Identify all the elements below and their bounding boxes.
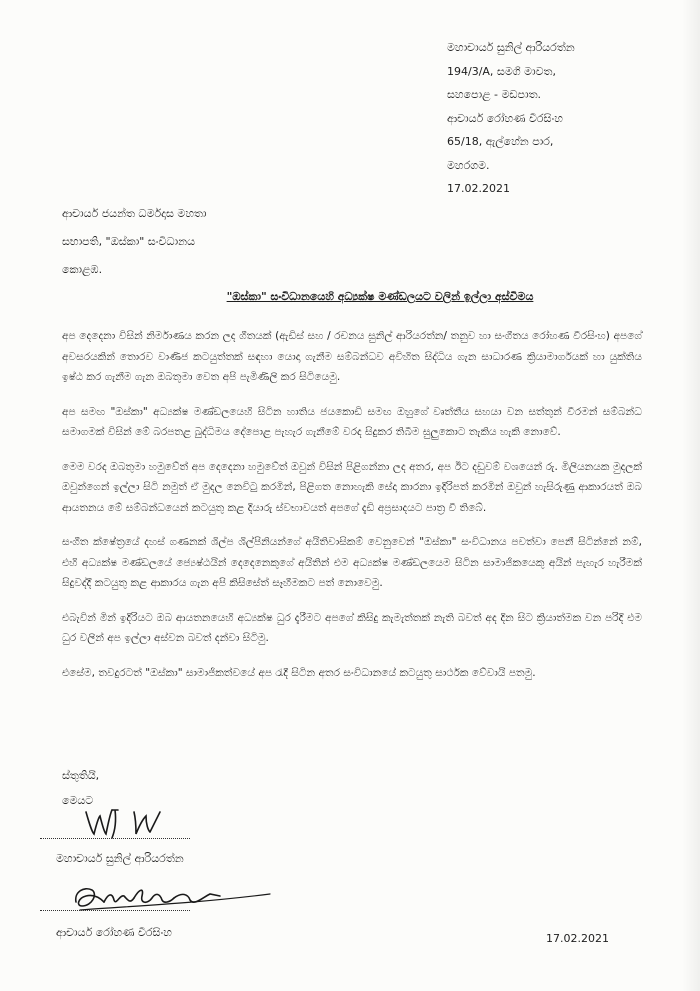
recipient-name: ආචාර්ය ජයන්ත ධර්මදාස මහතා [62,207,207,220]
sender-address-line: සහපොළ - මඩපාත. [447,88,542,101]
body-paragraph: මෙම වරද ඔබතුමා හමුවේත් අප දෙදෙනා හමුවේත් ඔවුන් විසින් පිළිගන්නා ලද අතර, අප ඊට දඩුවම් වශයෙන් රු. මිලියනයක මුදලක් ඔවුන්ගෙන් ඉල්ලා සිටි නමුත් ඒ මුදල නෙවිටු කරමින්, පිළිගත නොහැකි සේදා කාරනා ඉදිරිපත් කරමින් ඔවුන් හැසිරුණු ආකාරයත් ඔබ ආයතනය මේ සම්බන්ධයෙන් කටයුතු කළ දියාරු ස්වභාවයත් අපගේ දැඩි අප්‍රසාදයට පාත්‍ර වී තිබේ. [62,460,642,514]
letter-subject: "ඔස්කා" සංවිධානයෙහි අධ්‍යක්ෂ මණ්ඩලයට වලින් ඉල්ලා අස්වීමය [226,290,534,303]
recipient-title: සභාපති, "ඔස්කා" සංවිධානය [62,235,196,248]
page-edge-shadow [682,0,700,991]
sender-address-line: 194/3/A, සමගි මාවත, [447,64,556,78]
closing-word: මෙයට [62,794,94,807]
signature-1-line [40,838,190,839]
letter-body [62,326,642,697]
letter-date: 17.02.2021 [447,182,510,195]
body-paragraph: එබැවින් මින් ඉදිරියට ඔබ ආයතනයෙහි අධ්‍යක්ෂ ධුර දැරීමට අපගේ කිසිදු කැමැත්තක් නැති බවත් අද දින සිට ක්‍රියාත්මක වන පරිදි එම ධුර වලින් අප ඉල්ලා අස්වන බවත් දන්වා සිටිමු. [62,611,642,644]
body-paragraph: සංගීත ක්ෂේත්‍රයේ දහස් ගණනක් ශිල්ප ශිල්පිනියන්ගේ අයිතිවාසිකම් වෙනුවෙන් "ඔස්කා" සංවිධානය පවත්වා පෙනී සිටින්නේ නම්, එහි අධ්‍යක්ෂ මණ්ඩලයේ ජ්‍යෙෂ්ඨයින් දෙදෙනෙකුගේ අයිතින් එම අධ්‍යක්ෂ මණ්ඩලයෙම සිටින සාමාජිකයෙකු අයින් පැහැර හැරීමක් සිදුවද්දී කටයුතු කළ ආකාරය ගැන අපි කිසිසේත් සෑහීමකට පත් නොවෙමු. [62,536,642,589]
recipient-city: කොළඹ. [62,263,103,276]
recipient-address-block [62,200,207,284]
sender-name-1: මහාචාර්ය සුනිල් ආරියරත්න [447,41,575,54]
signature-2-line [40,910,190,911]
closing-thanks: ස්තුතියි, [62,769,100,782]
body-paragraph: අප දෙදෙනා විසින් නිර්මාණය කරන ලද ගීතයක් (ඇඩිස් සහ / රචනය සුනිල් ආරියරත්න/ තනුව හා සංගීතය රෝහණ වීරසිංහ) අපගේ අවසරයකින් තොරව වාණිජ කටයුත්තක් සඳහා යොදා ගැනීම සම්බන්ධව අවිහිත සිද්ධිය ගැන සාධාරණ ක්‍රියාමාර්ගයක් හා යුක්තිය ඉෂ්ඨ කර ගැනීම ගැන ඔබතුමා වෙත අපි පැමිණිලි කර සිටියෙමු. [62,330,642,383]
footer-date: 17.02.2021 [546,932,609,945]
sender-name-2: ආචාර්ය රෝහණ වීරසිංහ [447,111,563,125]
sender-address-block [447,36,687,201]
signatory-2-name: ආචාර්ය රෝහණ වීරසිංහ [56,926,172,939]
sender-address-line: මහරගම. [447,158,490,172]
signature-1-image [82,806,192,842]
sender-address-line: 65/18, ඇල්හේන පාර, [447,135,554,148]
body-paragraph: එසේම, තවදුරටත් "ඔස්කා" සාමාජිකත්වයේ අප රැදී සිටින අතර සංවිධානයේ කටයුතු සාර්ථක වේවායි පතමු. [62,666,536,679]
signatory-1-name: මහාචාර්ය සුනිල් ආරියරත්න [56,852,184,865]
body-paragraph: අප සමඟ "ඔස්කා" අධ්‍යක්ෂ මණ්ඩලයෙහි සිටින හාතිය ජයකොඩි සමඟ ඔහුගේ වෘත්තීය සහයා වන සත්තුන් වීරමන් සම්බන්ධ සමාගමක් විසින් මේ බරපතළ බුද්ධිමය දේපොළ පැහැර ගැනීමේ වරද සිදුකර තිබීම සුලුකොට තැකිය හැකි නොවේ. [62,405,642,438]
